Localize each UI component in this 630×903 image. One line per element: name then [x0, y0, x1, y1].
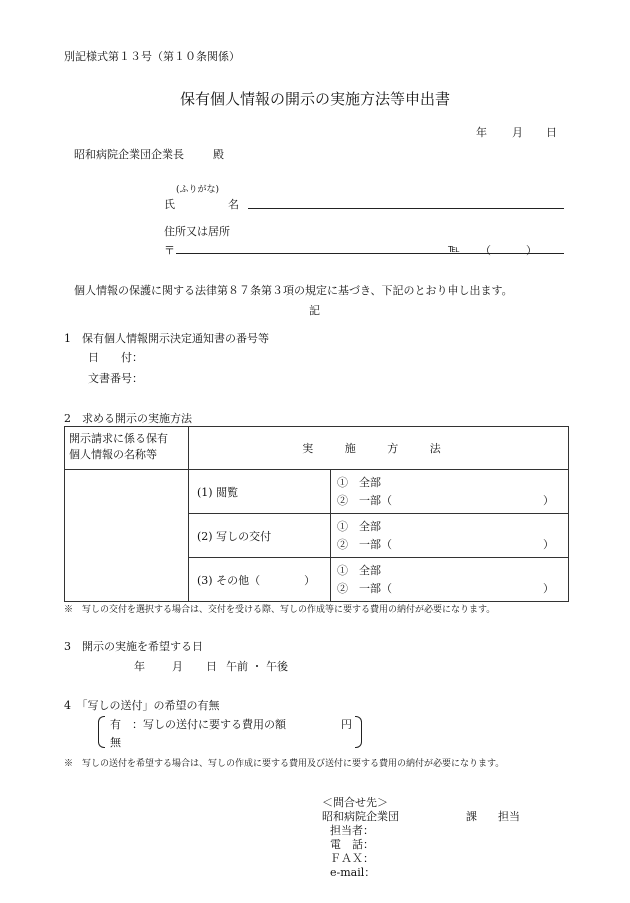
method-label-copy: (2) 写しの交付: [189, 514, 331, 558]
contact-org: 昭和病院企業団: [322, 810, 399, 823]
name-label-1: 氏: [164, 198, 175, 211]
col1-header-line2: 個人情報の名称等: [69, 448, 157, 461]
option-all[interactable]: ① 全部: [337, 519, 381, 533]
option-part[interactable]: ② 一部（ ）: [337, 537, 554, 551]
col1-header-line1: 開示請求に係る保有: [69, 432, 168, 445]
copy-delivery-note: ※ 写しの交付を選択する場合は、交付を受ける際、写しの作成等に要する費用の納付が必要になります。: [64, 605, 496, 615]
date-month-label: 月: [512, 126, 523, 139]
address-label: 住所又は居所: [164, 225, 230, 238]
tel-paren-close: ）: [526, 244, 537, 257]
addressee: 昭和病院企業団企業長: [74, 148, 184, 161]
tel-paren-open: （: [480, 244, 491, 257]
contact-person-label: 担当者：: [330, 824, 374, 837]
contact-fax-label: ＦＡＸ：: [330, 852, 374, 865]
statement-text: 個人情報の保護に関する法律第８７条第３項の規定に基づき、下記のとおり申し出ます。: [74, 284, 513, 297]
option-all[interactable]: ① 全部: [337, 475, 381, 489]
preferred-year-label: 年: [134, 660, 145, 673]
honorific: 殿: [213, 148, 224, 161]
delivery-no-option[interactable]: 無: [110, 736, 121, 749]
delivery-yes-option[interactable]: 有 ：写しの送付に要する費用の額: [110, 718, 286, 731]
section1-heading: 1 保有個人情報開示決定通知書の番号等: [64, 332, 269, 345]
method-label-other: (3) その他（ ）: [189, 558, 331, 602]
delivery-note: ※ 写しの送付を希望する場合は、写しの作成に要する費用及び送付に要する費用の納付が必要になります。: [64, 759, 505, 769]
date-year-label: 年: [476, 126, 487, 139]
method-options-view[interactable]: [331, 470, 569, 514]
method-table: [64, 426, 569, 602]
method-label-view: (1) 閲覧: [189, 470, 331, 514]
address-line[interactable]: [176, 253, 564, 254]
furigana-label: (ふりがな): [176, 185, 220, 195]
date-day-label: 日: [546, 126, 557, 139]
contact-ka: 課: [466, 810, 477, 823]
preferred-day-label: 日: [206, 660, 217, 673]
bracket-left: [98, 716, 105, 748]
preferred-month-label: 月: [172, 660, 183, 673]
option-part[interactable]: ② 一部（ ）: [337, 581, 554, 595]
bracket-right: [355, 716, 362, 748]
option-all[interactable]: ① 全部: [337, 563, 381, 577]
col2-header: 実 施 方 法: [189, 427, 569, 470]
docnum-field-label: 文書番号：: [88, 372, 143, 385]
section4-heading: 4 「写しの送付」の希望の有無: [64, 699, 220, 712]
section3-heading: 3 開示の実施を希望する日: [64, 640, 203, 653]
method-options-copy[interactable]: [331, 514, 569, 558]
form-number: 別記様式第１３号（第１０条関係）: [64, 50, 240, 63]
option-part[interactable]: ② 一部（ ）: [337, 493, 554, 507]
postal-mark: 〒: [164, 244, 175, 257]
name-line[interactable]: [248, 208, 564, 209]
page-title: 保有個人情報の開示の実施方法等申出書: [179, 90, 450, 108]
tel-icon: ℡: [448, 242, 460, 255]
date-field-label: 日 付：: [88, 351, 143, 364]
yen-label: 円: [341, 718, 352, 731]
section2-heading: 2 求める開示の実施方法: [64, 412, 192, 425]
contact-tanto: 担当: [498, 810, 520, 823]
ki-mark: 記: [309, 304, 320, 317]
info-name-cell[interactable]: [65, 470, 189, 602]
col1-header: [65, 427, 189, 470]
method-options-other[interactable]: [331, 558, 569, 602]
contact-email-label: e-mail：: [330, 866, 376, 879]
name-label-2: 名: [228, 198, 239, 211]
contact-tel-label: 電 話：: [330, 838, 374, 851]
contact-heading: ＜問合せ先＞: [322, 796, 388, 809]
am-pm-choice[interactable]: 午前 ・ 午後: [226, 660, 288, 673]
